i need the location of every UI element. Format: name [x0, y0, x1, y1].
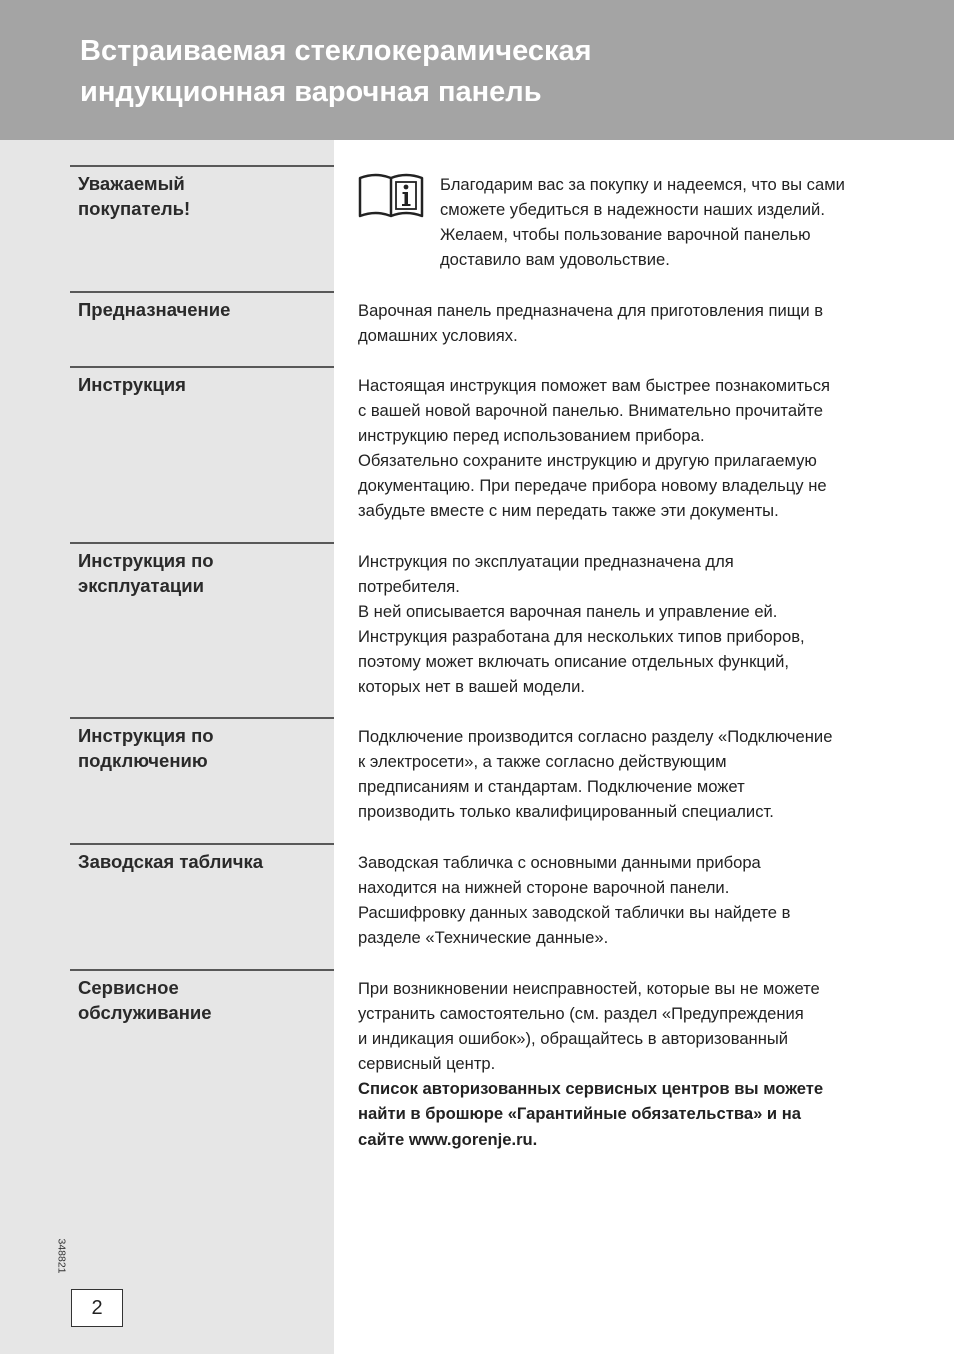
section-body	[358, 549, 898, 700]
text-line: Инструкция разработана для нескольких типов приборов,	[358, 627, 805, 647]
section-body	[358, 976, 898, 1152]
section-label: Сервисное обслуживание	[78, 977, 212, 1023]
section-body	[358, 298, 898, 348]
text-line: предписаниям и стандартам. Подключение может	[358, 777, 745, 797]
text-line: домашних условиях.	[358, 326, 518, 346]
section-body	[358, 724, 898, 824]
text-line: Инструкция по эксплуатации предназначена для	[358, 552, 734, 571]
section-body	[358, 373, 898, 524]
text-line-bold: Список авторизованных сервисных центров вы можете	[358, 1079, 824, 1099]
text-line: Подключение производится согласно разделу «Подключение	[358, 727, 833, 746]
text-line: Благодарим вас за покупку и надеемся, что вы сами	[440, 175, 845, 194]
text-line: находится на нижней стороне варочной панели.	[358, 878, 730, 898]
text-line: доставило вам удовольствие.	[440, 250, 670, 270]
text-line: потребителя.	[358, 577, 460, 597]
section-divider	[70, 843, 334, 845]
text-line: При возникновении неисправностей, которые вы не можете	[358, 979, 820, 998]
info-book-icon	[358, 170, 424, 218]
text-line: сможете убедиться в надежности наших изделий.	[440, 200, 825, 220]
text-line: поэтому может включать описание отдельных функций,	[358, 652, 790, 672]
text-line: В ней описывается варочная панель и управление ей.	[358, 602, 778, 622]
intro-text	[440, 172, 900, 272]
text-line: Желаем, чтобы пользование варочной панелью	[440, 225, 811, 245]
header-banner	[0, 0, 954, 140]
title-line-1: Встраиваемая стеклокерамическая	[80, 35, 592, 67]
page-title	[80, 31, 900, 113]
section-label: Инструкция	[78, 374, 186, 395]
text-line-bold: сайте www.gorenje.ru.	[358, 1129, 538, 1149]
section-divider	[70, 542, 334, 544]
text-line-bold: найти в брошюре «Гарантийные обязательства» и на	[358, 1104, 801, 1124]
text-line: которых нет в вашей модели.	[358, 677, 585, 697]
text-line: забудьте вместе с ним передать также эти документы.	[358, 501, 779, 521]
text-line: устранить самостоятельно (см. раздел «Предупреждения	[358, 1004, 804, 1024]
text-line: Варочная панель предназначена для приготовления пищи в	[358, 301, 824, 320]
section-divider	[70, 291, 334, 293]
text-line: Настоящая инструкция поможет вам быстрее познакомиться	[358, 376, 830, 395]
section-label: Инструкция по подключению	[78, 725, 214, 771]
title-line-2: индукционная варочная панель	[80, 76, 542, 108]
text-line: с вашей новой варочной панелью. Внимательно прочитайте	[358, 401, 823, 421]
section-label: Предназначение	[78, 299, 231, 320]
section-body	[358, 850, 898, 950]
section-label: Инструкция по эксплуатации	[78, 550, 214, 596]
page-number: 2	[71, 1289, 123, 1327]
text-line: документацию. При передаче прибора новому владельцу не	[358, 476, 827, 496]
text-line: Расшифровку данных заводской таблички вы найдете в	[358, 903, 791, 923]
text-line: инструкцию перед использованием прибора.	[358, 426, 705, 446]
section-divider	[70, 969, 334, 971]
text-line: и индикация ошибок»), обращайтесь в авторизованный	[358, 1029, 789, 1049]
text-line: производить только квалифицированный специалист.	[358, 802, 774, 822]
section-divider	[70, 366, 334, 368]
text-line: к электросети», а также согласно действующим	[358, 752, 727, 772]
section-label: Заводская табличка	[78, 851, 264, 872]
section-label: Уважаемый покупатель!	[78, 173, 191, 219]
text-line: разделе «Технические данные».	[358, 928, 609, 948]
text-line: Заводская табличка с основными данными прибора	[358, 853, 761, 872]
text-line: Обязательно сохраните инструкцию и другую прилагаемую	[358, 451, 817, 471]
document-code: 348821	[55, 1238, 68, 1274]
text-line: сервисный центр.	[358, 1054, 496, 1074]
section-divider	[70, 165, 334, 167]
section-divider	[70, 717, 334, 719]
